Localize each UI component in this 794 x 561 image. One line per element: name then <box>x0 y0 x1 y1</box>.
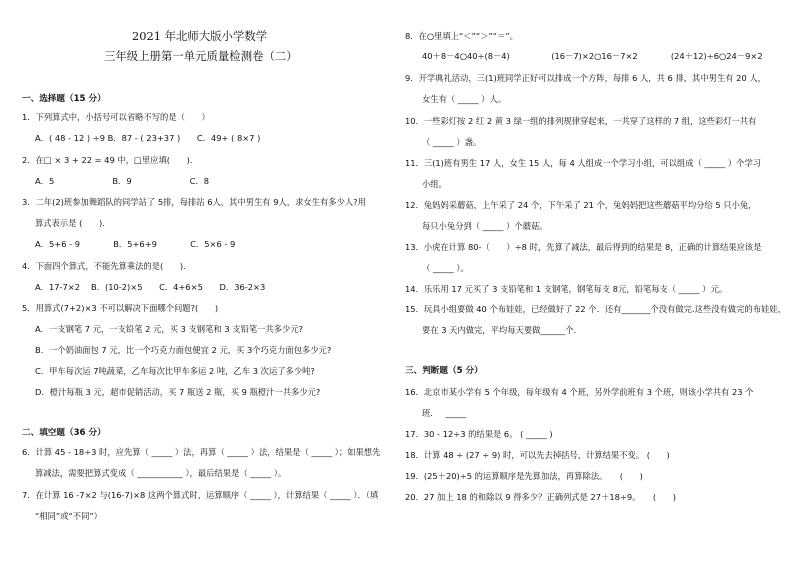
question-16-cont: 班． _____ <box>422 408 467 418</box>
section-heading-fill: 二、填空题（36 分） <box>22 428 106 438</box>
question-17: 17．30 - 12÷3 的结果是 6。 ( _____ ) <box>405 429 553 439</box>
question-20: 20．27 加上 18 的和除以 9 得多少？正确列式是 27＋18÷9。 ( ) <box>405 492 676 502</box>
question-12: 12．兔妈妈采蘑菇，上午采了 24 个，下午采了 21 个，兔妈妈把这些蘑菇平均分给 5 只小兔， <box>405 200 757 210</box>
question-10: 10．一些彩灯按 2 红 2 黄 3 绿一组的排列规律穿起来，一共穿了这样的 7 组，这些彩灯一共有 <box>405 116 757 126</box>
question-5-option-c: C．甲车每次运 7吨蔬菜，乙车每次比甲车多运 2 吨，乙车 3 次运了多少吨? <box>35 366 315 376</box>
question-5-option-a: A．一支钢笔 7 元，一支铅笔 2 元，买 3 支钢笔和 3 支铅笔一共多少元? <box>35 324 304 334</box>
question-13-cont: （ _____ ）。 <box>422 263 469 273</box>
question-7-cont: “相同”或“不同”） <box>35 511 102 521</box>
question-10-cont: （ _____ ）盏。 <box>422 137 482 147</box>
question-8: 8．在○里填上“＜”“＞”“＝”。 <box>405 31 518 41</box>
question-13: 13．小虎在计算 80-（ ）÷8 时，先算了减法，最后得到的结果是 8，正确的计算结果应该是 <box>405 242 762 252</box>
question-1: 1．下列算式中，小括号可以省略不写的是（ ） <box>22 112 210 122</box>
page-subtitle: 三年级上册第一单元质量检测卷（二） <box>104 49 298 63</box>
question-16: 16．北京市某小学有 5 个年级，每年级有 4 个班，另外学前班有 3 个班，则该小学共有 23 个 <box>405 387 754 397</box>
question-9: 9．开学典礼活动，三(1)班同学正好可以排成一个方阵，每排 6 人，共 6 排，其中男生有 20 人， <box>405 73 766 83</box>
question-7: 7．在计算 16 -7×2 与(16-7)×8 这两个算式时，运算顺序（ _____ ），计算结果（ _____ ）．（填 <box>22 490 379 500</box>
question-8-expressions: 40＋8－4○40÷(8－4) (16－7)×2○16－7×2 (24＋12)÷6○24－9×2 <box>422 51 763 61</box>
question-9-cont: 女生有（ _____ ）人。 <box>422 94 507 104</box>
question-11: 11．三(1)班有男生 17 人，女生 15 人，每 4 人组成一个学习小组，可以组成（ _____ ）个学习 <box>405 158 762 168</box>
question-3: 3．二年(2)班参加舞蹈队的同学站了 5排，每排站 6人，其中男生有 9人，求女生有多少人?用 <box>22 197 366 207</box>
question-4-options: A．17-7×2 B．(10-2)×5 C．4+6×5 D．36-2×3 <box>35 282 266 292</box>
question-11-cont: 小组。 <box>422 179 447 189</box>
question-4: 4．下面四个算式，不能先算乘法的是( )． <box>22 261 192 271</box>
question-6: 6．计算 45 - 18÷3 时，应先算（ _____ ）法，再算（ _____ ）法，结果是（ _____ ）；如果想先 <box>22 447 381 457</box>
question-6-cont: 算减法，需要把算式变成（ ___________ ），最后结果是（ _____ ）。 <box>35 468 287 478</box>
question-2-options: A．5 B．9 C．8 <box>35 176 210 186</box>
question-19: 19．(25＋20)÷5 的运算顺序是先算加法，再算除法。 ( ) <box>405 471 643 481</box>
question-18: 18．计算 48 ÷ (27 ÷ 9) 时，可以先去掉括号，计算结果不变。 ( ) <box>405 450 670 460</box>
question-5: 5．用算式(7+2)×3 不可以解决下面哪个问题?( ) <box>22 303 219 313</box>
question-15-cont: 要在 3 天内做完，平均每天要做______个． <box>422 325 582 335</box>
question-5-option-b: B．一个奶油面包 7 元，比一个巧克力面包便宜 2 元，买 3个巧克力面包多少元? <box>35 345 332 355</box>
question-2: 2．在□ × 3 + 22 = 49 中，□里应填( )． <box>22 155 199 165</box>
question-14: 14．乐乐用 17 元买了 3 支铅笔和 1 支钢笔，钢笔每支 8元，铅笔每支（ _____ ）元。 <box>405 284 728 294</box>
question-1-options: A．( 48 - 12 ) ÷9 B．87 - ( 23+37 ) C．49+ ( 8×7 ) <box>35 133 261 143</box>
question-12-cont: 每只小兔分到（ _____ ）个蘑菇。 <box>422 221 548 231</box>
right-column <box>397 0 794 561</box>
question-15: 15．玩具小组要做 40 个布娃娃，已经做好了 22 个．还有_______个没有做完.这些没有做完的布娃娃， <box>405 304 786 314</box>
question-3-options: A．5+6 - 9 B．5+6+9 C．5×6 - 9 <box>35 239 236 249</box>
question-5-option-d: D．橙汁每瓶 3 元，超市促销活动，买 7 瓶送 2 瓶，买 9 瓶橙汁一共多少元? <box>35 387 321 397</box>
section-heading-choice: 一、选择题（15 分） <box>22 94 106 104</box>
section-heading-judge: 三、判断题（5 分） <box>405 366 483 376</box>
page-title: 2021 年北师大版小学数学 <box>132 29 268 43</box>
question-3-cont: 算式表示是 ( )． <box>35 218 111 228</box>
